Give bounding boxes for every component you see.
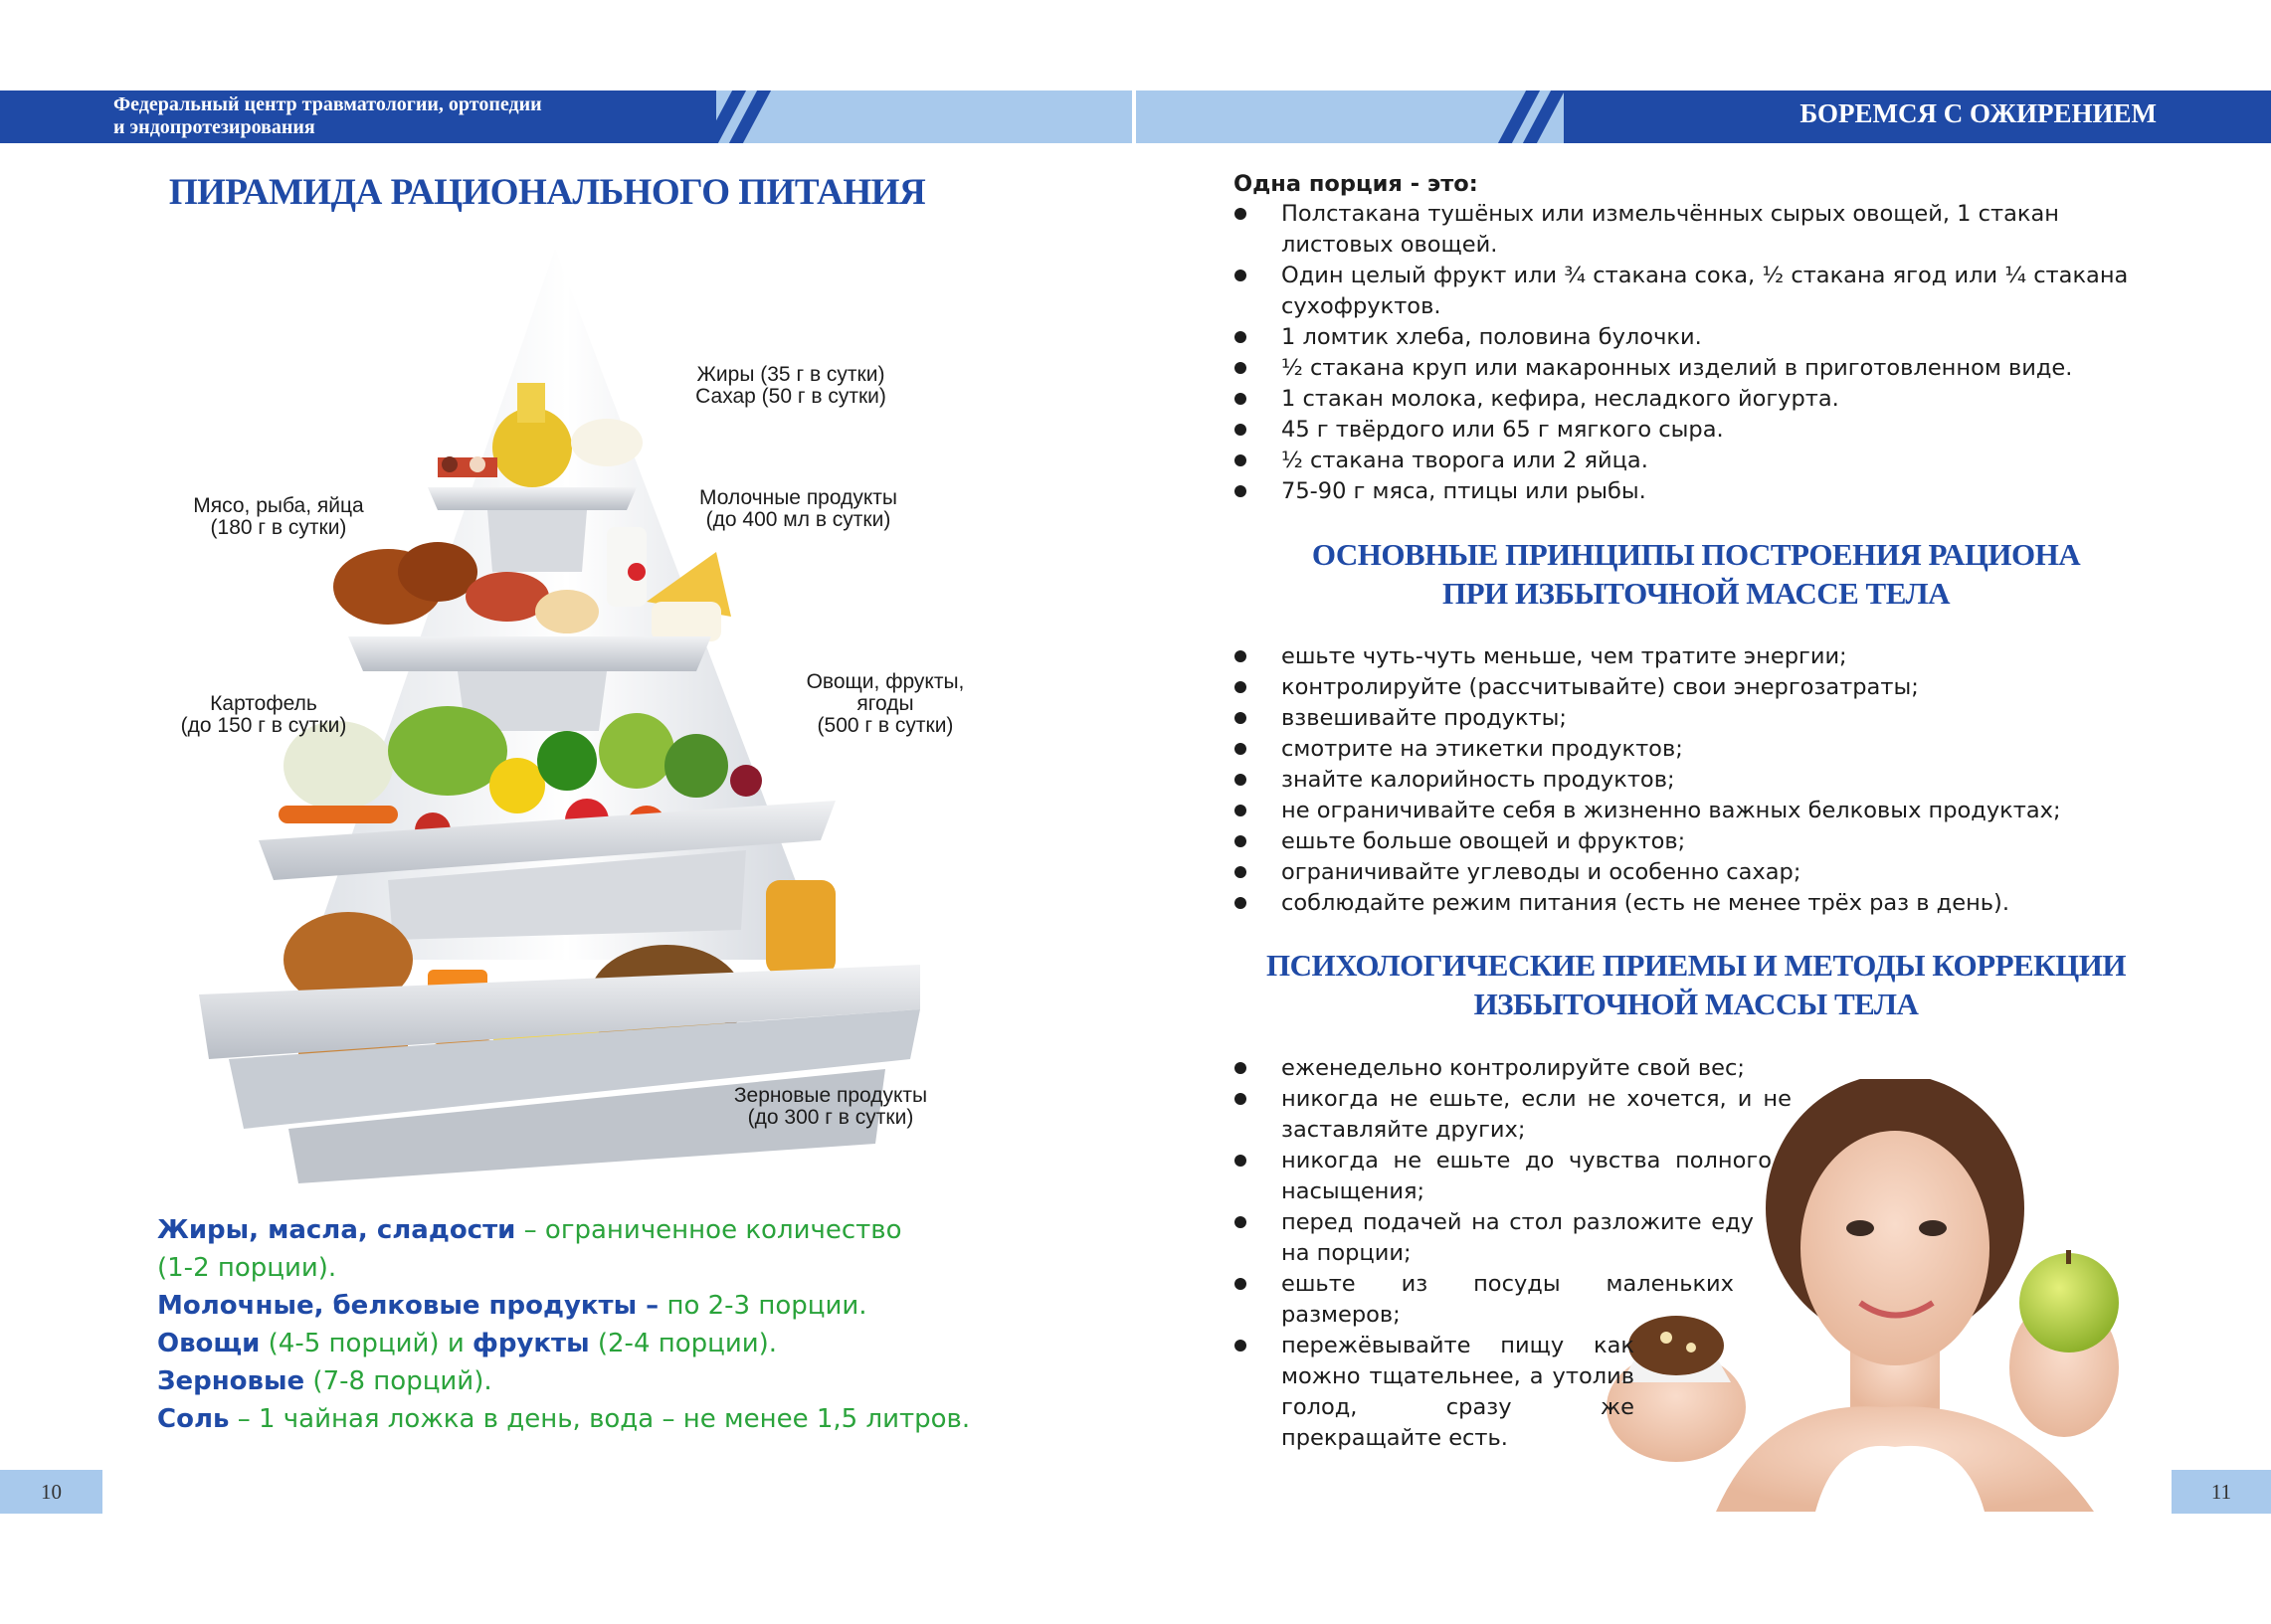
legend-veg-text: (4-5 порций) и (260, 1329, 473, 1358)
psych-item-text: никогда не ешьте, если не хочется, и не заставляйте других; (1281, 1086, 1792, 1143)
page-number-right (2172, 1470, 2271, 1514)
legend-salt-bold: Соль (157, 1404, 230, 1434)
legend-fats-bold: Жиры, масла, сладости (157, 1215, 516, 1245)
principles-title (1233, 535, 2159, 613)
label-grains-title: Зерновые продукты (733, 1084, 928, 1107)
label-grains (711, 1085, 950, 1129)
legend-fruit-bold: фрукты (473, 1329, 590, 1358)
legend-line-dairy (157, 1287, 1052, 1325)
psych-item-text: никогда не ешьте до чувства полного насыщения; (1281, 1148, 1772, 1204)
label-meat-title: Мясо, рыба, яйца (193, 494, 364, 517)
list-item (1234, 1053, 1792, 1084)
list-item (1234, 796, 2160, 826)
list-item (1234, 1269, 1734, 1331)
legend-fats-text: – ограниченное количество (515, 1215, 902, 1245)
portion-heading: Одна порция - это: (1233, 171, 1478, 197)
principle-item-text: контролируйте (рассчитывайте) свои энергозатраты; (1281, 674, 1919, 700)
label-grains-amount: (до 300 г в сутки) (747, 1106, 914, 1129)
list-item (1234, 322, 2160, 353)
list-item (1234, 1146, 1772, 1207)
label-veg-berries: ягоды (856, 692, 914, 715)
label-potato-title: Картофель (210, 692, 317, 715)
psych-methods-title (1233, 946, 2159, 1023)
legend-grains-text: (7-8 порций). (304, 1366, 492, 1396)
principle-item-text: ешьте больше овощей и фруктов; (1281, 828, 1686, 854)
legend-line-salt (157, 1400, 1052, 1438)
header-org-line1: Федеральный центр травматологии, ортопедии (113, 93, 542, 115)
label-meat-amount: (180 г в сутки) (210, 516, 347, 539)
list-item (1234, 353, 2160, 384)
principle-item-text: соблюдайте режим питания (есть не менее трёх раз в день). (1281, 890, 2009, 916)
label-dairy-title: Молочные продукты (699, 486, 897, 509)
list-item (1234, 415, 2160, 446)
principles-title-line1: ОСНОВНЫЕ ПРИНЦИПЫ ПОСТРОЕНИЯ РАЦИОНА (1311, 537, 2081, 572)
psych-item-text: пережёвывайте пищу как можно тщательнее, а утолив голод, сразу же прекращайте есть. (1281, 1333, 1634, 1451)
label-potato-amount: (до 150 г в сутки) (180, 714, 347, 737)
page-number-right-text: 11 (2210, 1480, 2232, 1504)
list-item (1234, 765, 2160, 796)
shelf-2 (348, 636, 711, 671)
psych-item-text: еженедельно контролируйте свой вес; (1281, 1055, 1745, 1081)
list-item (1234, 1331, 1634, 1454)
portion-item-text: Полстакана тушёных или измельчённых сырых овощей, 1 стакан листовых овощей. (1281, 201, 2059, 258)
list-item (1234, 826, 2160, 857)
portion-item-text: ½ стакана творога или 2 яйца. (1281, 448, 1648, 473)
label-meat-fish-eggs (149, 495, 408, 539)
principles-list (1234, 641, 2160, 919)
legend-line-fats-portions: (1-2 порции). (157, 1253, 337, 1283)
principle-item-text: смотрите на этикетки продуктов; (1281, 736, 1683, 762)
psych-title-line1: ПСИХОЛОГИЧЕСКИЕ ПРИЕМЫ И МЕТОДЫ КОРРЕКЦИИ (1266, 948, 2126, 983)
list-item (1234, 734, 2160, 765)
header-organization (113, 93, 542, 139)
shelf-1 (428, 487, 637, 510)
psych-title-line2: ИЗБЫТОЧНОЙ МАССЫ ТЕЛА (1473, 987, 1919, 1021)
page-number-left-text: 10 (41, 1480, 62, 1504)
label-veg-title: Овощи, фрукты, (806, 670, 965, 693)
page-title-pyramid: ПИРАМИДА РАЦИОНАЛЬНОГО ПИТАНИЯ (168, 172, 926, 213)
servings-legend (157, 1211, 1052, 1438)
legend-line-vegetables (157, 1325, 1052, 1362)
principle-item-text: знайте калорийность продуктов; (1281, 767, 1675, 793)
principle-item-text: не ограничивайте себя в жизненно важных белковых продуктах; (1281, 798, 2061, 823)
psych-list (1234, 1053, 1792, 1454)
list-item (1234, 1084, 1792, 1146)
label-veg-amount: (500 г в сутки) (817, 714, 954, 737)
legend-salt-text: – 1 чайная ложка в день, вода – не менее 1,5 литров. (229, 1404, 971, 1434)
list-item (1234, 199, 2160, 261)
label-sugar: Сахар (50 г в сутки) (695, 385, 886, 408)
list-item (1234, 672, 2160, 703)
legend-grains-bold: Зерновые (157, 1366, 305, 1396)
psych-item-text: перед подачей на стол разложите еду на порции; (1281, 1209, 1754, 1266)
legend-line-grains (157, 1362, 1052, 1400)
label-potato (149, 693, 378, 737)
principle-item-text: ешьте чуть-чуть меньше, чем тратите энергии; (1281, 643, 1847, 669)
header-org-line2: и эндопротезирования (113, 116, 315, 138)
portion-item-text: ½ стакана круп или макаронных изделий в приготовленном виде. (1281, 355, 2073, 381)
list-item (1234, 857, 2160, 888)
portion-list (1234, 199, 2160, 507)
portion-item-text: 1 стакан молока, кефира, несладкого йогурта. (1281, 386, 1839, 412)
principles-title-line2: ПРИ ИЗБЫТОЧНОЙ МАССЕ ТЕЛА (1441, 576, 1950, 611)
list-item (1234, 476, 2160, 507)
label-dairy-amount: (до 400 мл в сутки) (705, 508, 891, 531)
portion-item-text: 75-90 г мяса, птицы или рыбы. (1281, 478, 1646, 504)
principle-item-text: взвешивайте продукты; (1281, 705, 1567, 731)
list-item (1234, 261, 2160, 322)
list-item (1234, 384, 2160, 415)
list-item (1234, 446, 2160, 476)
list-item (1234, 641, 2160, 672)
portion-item-text: 45 г твёрдого или 65 г мягкого сыра. (1281, 417, 1724, 443)
legend-veg-bold: Овощи (157, 1329, 261, 1358)
page-number-left (0, 1470, 102, 1514)
list-item (1234, 888, 2160, 919)
principle-item-text: ограничивайте углеводы и особенно сахар; (1281, 859, 1801, 885)
list-item (1234, 1207, 1754, 1269)
legend-fruit-text: (2-4 порции). (589, 1329, 778, 1358)
label-fats-sugar (666, 364, 915, 408)
label-fats: Жиры (35 г в сутки) (696, 363, 885, 386)
legend-line-fats (157, 1211, 1052, 1249)
legend-dairy-text: по 2-3 порции. (659, 1291, 867, 1321)
header-section-title: БОРЕМСЯ С ОЖИРЕНИЕМ (1799, 98, 2157, 128)
header-stripe (1132, 90, 1136, 143)
label-vegetables-fruits (781, 671, 990, 737)
list-item (1234, 703, 2160, 734)
label-dairy (671, 487, 925, 531)
portion-item-text: Один целый фрукт или ¾ стакана сока, ½ стакана ягод или ¼ стакана сухофруктов. (1281, 263, 2129, 319)
portion-item-text: 1 ломтик хлеба, половина булочки. (1281, 324, 1702, 350)
legend-dairy-bold: Молочные, белковые продукты – (157, 1291, 660, 1321)
psych-item-text: ешьте из посуды маленьких размеров; (1281, 1271, 1734, 1328)
